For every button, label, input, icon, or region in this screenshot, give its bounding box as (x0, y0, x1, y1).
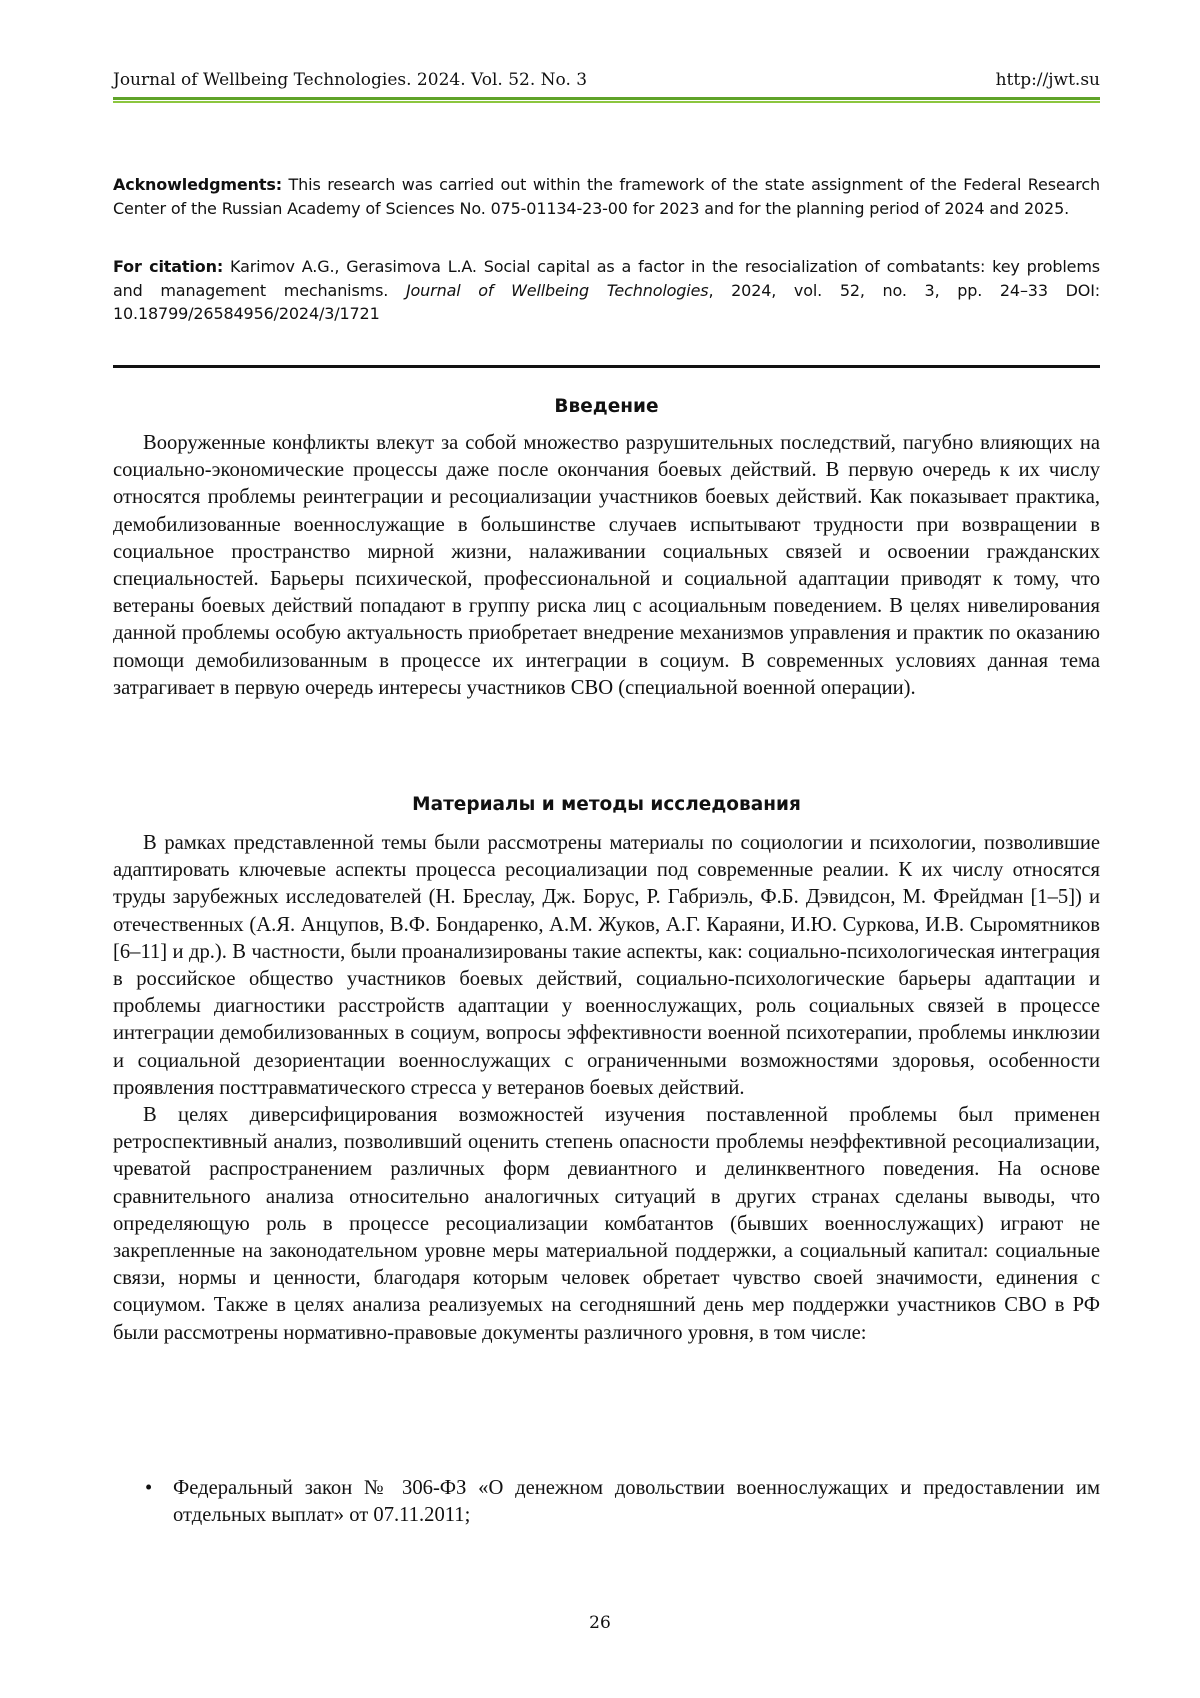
section-divider (113, 365, 1100, 368)
citation (113, 255, 1100, 326)
methods-paragraph-2: В целях диверсифицирования возможностей изучения поставленной проблемы был применен ретроспективный анализ, позволивший оценить степень опасности проблемы неэффективной ресоциализации, чреватой распространением различных форм девиантного и делинквентного поведения. На основе сравнительного анализа относительно аналогичных ситуаций в других странах сделаны выводы, что определяющую роль в процессе ресоциализации комбатантов (бывших военнослужащих) играют не закрепленные на законодательном уровне меры материальной поддержки, а социальный капитал: социальные связи, нормы и ценности, благодаря которым человек обретает чувство своей значимости, единения с социумом. Также в целях анализа реализуемых на сегодняшний день мер поддержки участников СВО в РФ были рассмотрены нормативно-правовые документы различного уровня, в том числе: (113, 1104, 1100, 1344)
running-header (113, 70, 1100, 96)
bullet-text: Федеральный закон № 306-ФЗ «О денежном довольствии военнослужащих и предоставлении им отдельных выплат» от 07.11.2011; (173, 1477, 1100, 1527)
citation-text-after: , 2024, vol. 52, no. 3, pp. 24–33 DOI: 10.18799/26584956/2024/3/1721 (113, 280, 1101, 323)
page-number: 26 (589, 1613, 611, 1633)
journal-title: Journal of Wellbeing Technologies. 2024. Vol. 52. No. 3 (113, 70, 588, 90)
methods-heading: Материалы и методы исследования (412, 794, 801, 815)
header-rule (113, 97, 1100, 100)
intro-paragraph: Вооруженные конфликты влекут за собой множество разрушительных последствий, пагубно влияющих на социально-экономические процессы даже после окончания боевых действий. В первую очередь к их числу относятся проблемы реинтеграции и ресоциализации участников боевых действий. Как показывает практика, демобилизованные военнослужащие в большинстве случаев испытывают трудности при возвращении в социальное пространство мирной жизни, налаживании социальных связей и освоении гражданских специальностей. Барьеры психической, профессиональной и социальной адаптации приводят к тому, что ветераны боевых действий попадают в группу риска лиц с асоциальным поведением. В целях нивелирования данной проблемы особую актуальность приобретает внедрение механизмов управления и практик по оказанию помощи демобилизованным в процессе их интеграции в социум. В современных условиях данная тема затрагивает в первую очередь интересы участников СВО (специальной военной операции). (113, 432, 1100, 699)
bullet-list-item (113, 1475, 1100, 1529)
acknowledgments-label: Acknowledgments: (113, 175, 282, 194)
journal-url[interactable]: http://jwt.su (995, 70, 1100, 90)
citation-journal: Journal of Wellbeing Technologies (405, 280, 709, 300)
acknowledgments (113, 173, 1100, 220)
citation-label: For citation: (113, 257, 224, 276)
methods-paragraph-1: В рамках представленной темы были рассмотрены материалы по социологии и психологии, позволившие адаптировать ключевые аспекты процесса ресоциализации под современные реалии. К их числу относятся труды зарубежных исследователей (Н. Бреслау, Дж. Борус, Р. Габриэль, Ф.Б. Дэвидсон, М. Фрейдман [1–5]) и отечественных (А.Я. Анцупов, В.Ф. Бондаренко, А.М. Жуков, А.Г. Караяни, И.Ю. Суркова, И.В. Сыромятников [6–11] и др.). В частности, были проанализированы такие аспекты, как: социально-психологическая интеграция в российское общество участников боевых действий, социально-психологические барьеры адаптации и проблемы диагностики расстройств адаптации у военнослужащих, роль социальных связей в процессе интеграции демобилизованных в социум, вопросы эффективности военной психотерапии, проблемы инклюзии и социальной дезориентации военнослужащих с ограниченными возможностями здоровья, особенности проявления посттравматического стресса у ветеранов боевых действий. (113, 832, 1100, 1099)
intro-section (113, 430, 1100, 702)
methods-section (113, 830, 1100, 1347)
acknowledgments-text: This research was carried out within the framework of the state assignment of the Federal Research Center of the Russian Academy of Sciences No. 075-01134-23-00 for 2023 and for the planning period of 2024 and 2025. (113, 175, 1100, 218)
bullet-icon: • (145, 1477, 153, 1499)
citation-text-before: Karimov A.G., Gerasimova L.A. Social capital as a factor in the resocialization of combatants: key problems and management mechanisms. (113, 257, 1100, 300)
intro-heading: Введение (554, 396, 659, 417)
header-rule-light (113, 101, 1100, 103)
